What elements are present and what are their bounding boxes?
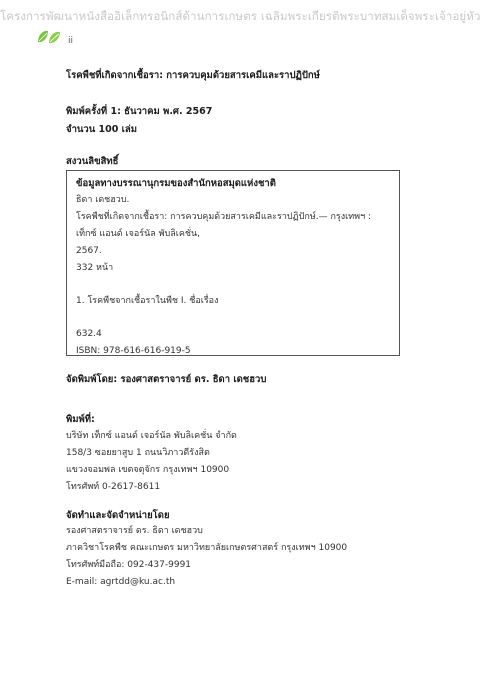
edition-printing: พิมพ์ครั้งที่ 1: ธันวาคม พ.ศ. 2567 [66,106,213,117]
printer-address [66,428,237,496]
distributor-phone: โทรศัพท์มือถือ: 092-437-9991 [66,560,192,570]
catalog-subject: 1. โรคพืชจากเชื้อราในพืช I. ชื่อเรื่อง [76,296,219,306]
printer-phone: โทรศัพท์ 0-2617-8611 [66,482,161,492]
book-title: โรคพืชที่เกิดจากเชื้อรา: การควบคุมด้วยสารเคมีและราปฏิปักษ์ [66,70,320,81]
printer-heading: พิมพ์ที่: [66,414,95,425]
copyright-notice: สงวนลิขสิทธิ์ [66,156,119,167]
distributor-heading: จัดทำและจัดจำหน่ายโดย [66,510,170,521]
printer-line: บริษัท เท็กซ์ แอนด์ เจอร์นัล พับลิเคชั่น จำกัด [66,431,237,441]
edition-copies: จำนวน 100 เล่ม [66,124,137,135]
page-number: ii [68,36,74,46]
printer-line: 158/3 ซอยยาสูบ 1 ถนนวิภาวดีรังสิต [66,448,210,458]
catalog-pages: 332 หน้า [76,263,114,273]
distributor-address [66,523,347,591]
catalog-heading: ข้อมูลทางบรรณานุกรมของสำนักหอสมุดแห่งชาติ [76,178,276,189]
catalog-year: 2567. [76,246,102,256]
leaf-logo-icon [36,28,62,46]
catalog-author: ธิดา เดชฮวบ. [76,195,130,205]
publisher-line: จัดพิมพ์โดย: รองศาสตราจารย์ ดร. ธิดา เดชฮวบ [66,374,267,385]
header-project-text: โครงการพัฒนาหนังสืออิเล็กทรอนิกส์ด้านการเกษตร เฉลิมพระเกียรติพระบาทสมเด็จพระเจ้าอยู่หัว [0,9,480,23]
catalog-publisher-line: เท็กซ์ แอนด์ เจอร์นัล พับลิเคชั่น, [76,229,200,239]
distributor-line: ภาควิชาโรคพืช คณะเกษตร มหาวิทยาลัยเกษตรศาสตร์ กรุงเทพฯ 10900 [66,543,348,553]
printer-line: แขวงจอมพล เขตจตุจักร กรุงเทพฯ 10900 [66,465,230,475]
catalog-isbn: ISBN: 978-616-616-919-5 [76,346,191,356]
distributor-line: รองศาสตราจารย์ ดร. ธิดา เดชฮวบ [66,526,203,536]
cip-catalog-box [66,170,400,356]
catalog-class-number: 632.4 [76,329,102,339]
distributor-email: E-mail: agrtdd@ku.ac.th [66,577,176,587]
catalog-title-line: โรคพืชที่เกิดจากเชื้อรา: การควบคุมด้วยสารเคมีและราปฏิปักษ์.— กรุงเทพฯ : [76,212,372,222]
